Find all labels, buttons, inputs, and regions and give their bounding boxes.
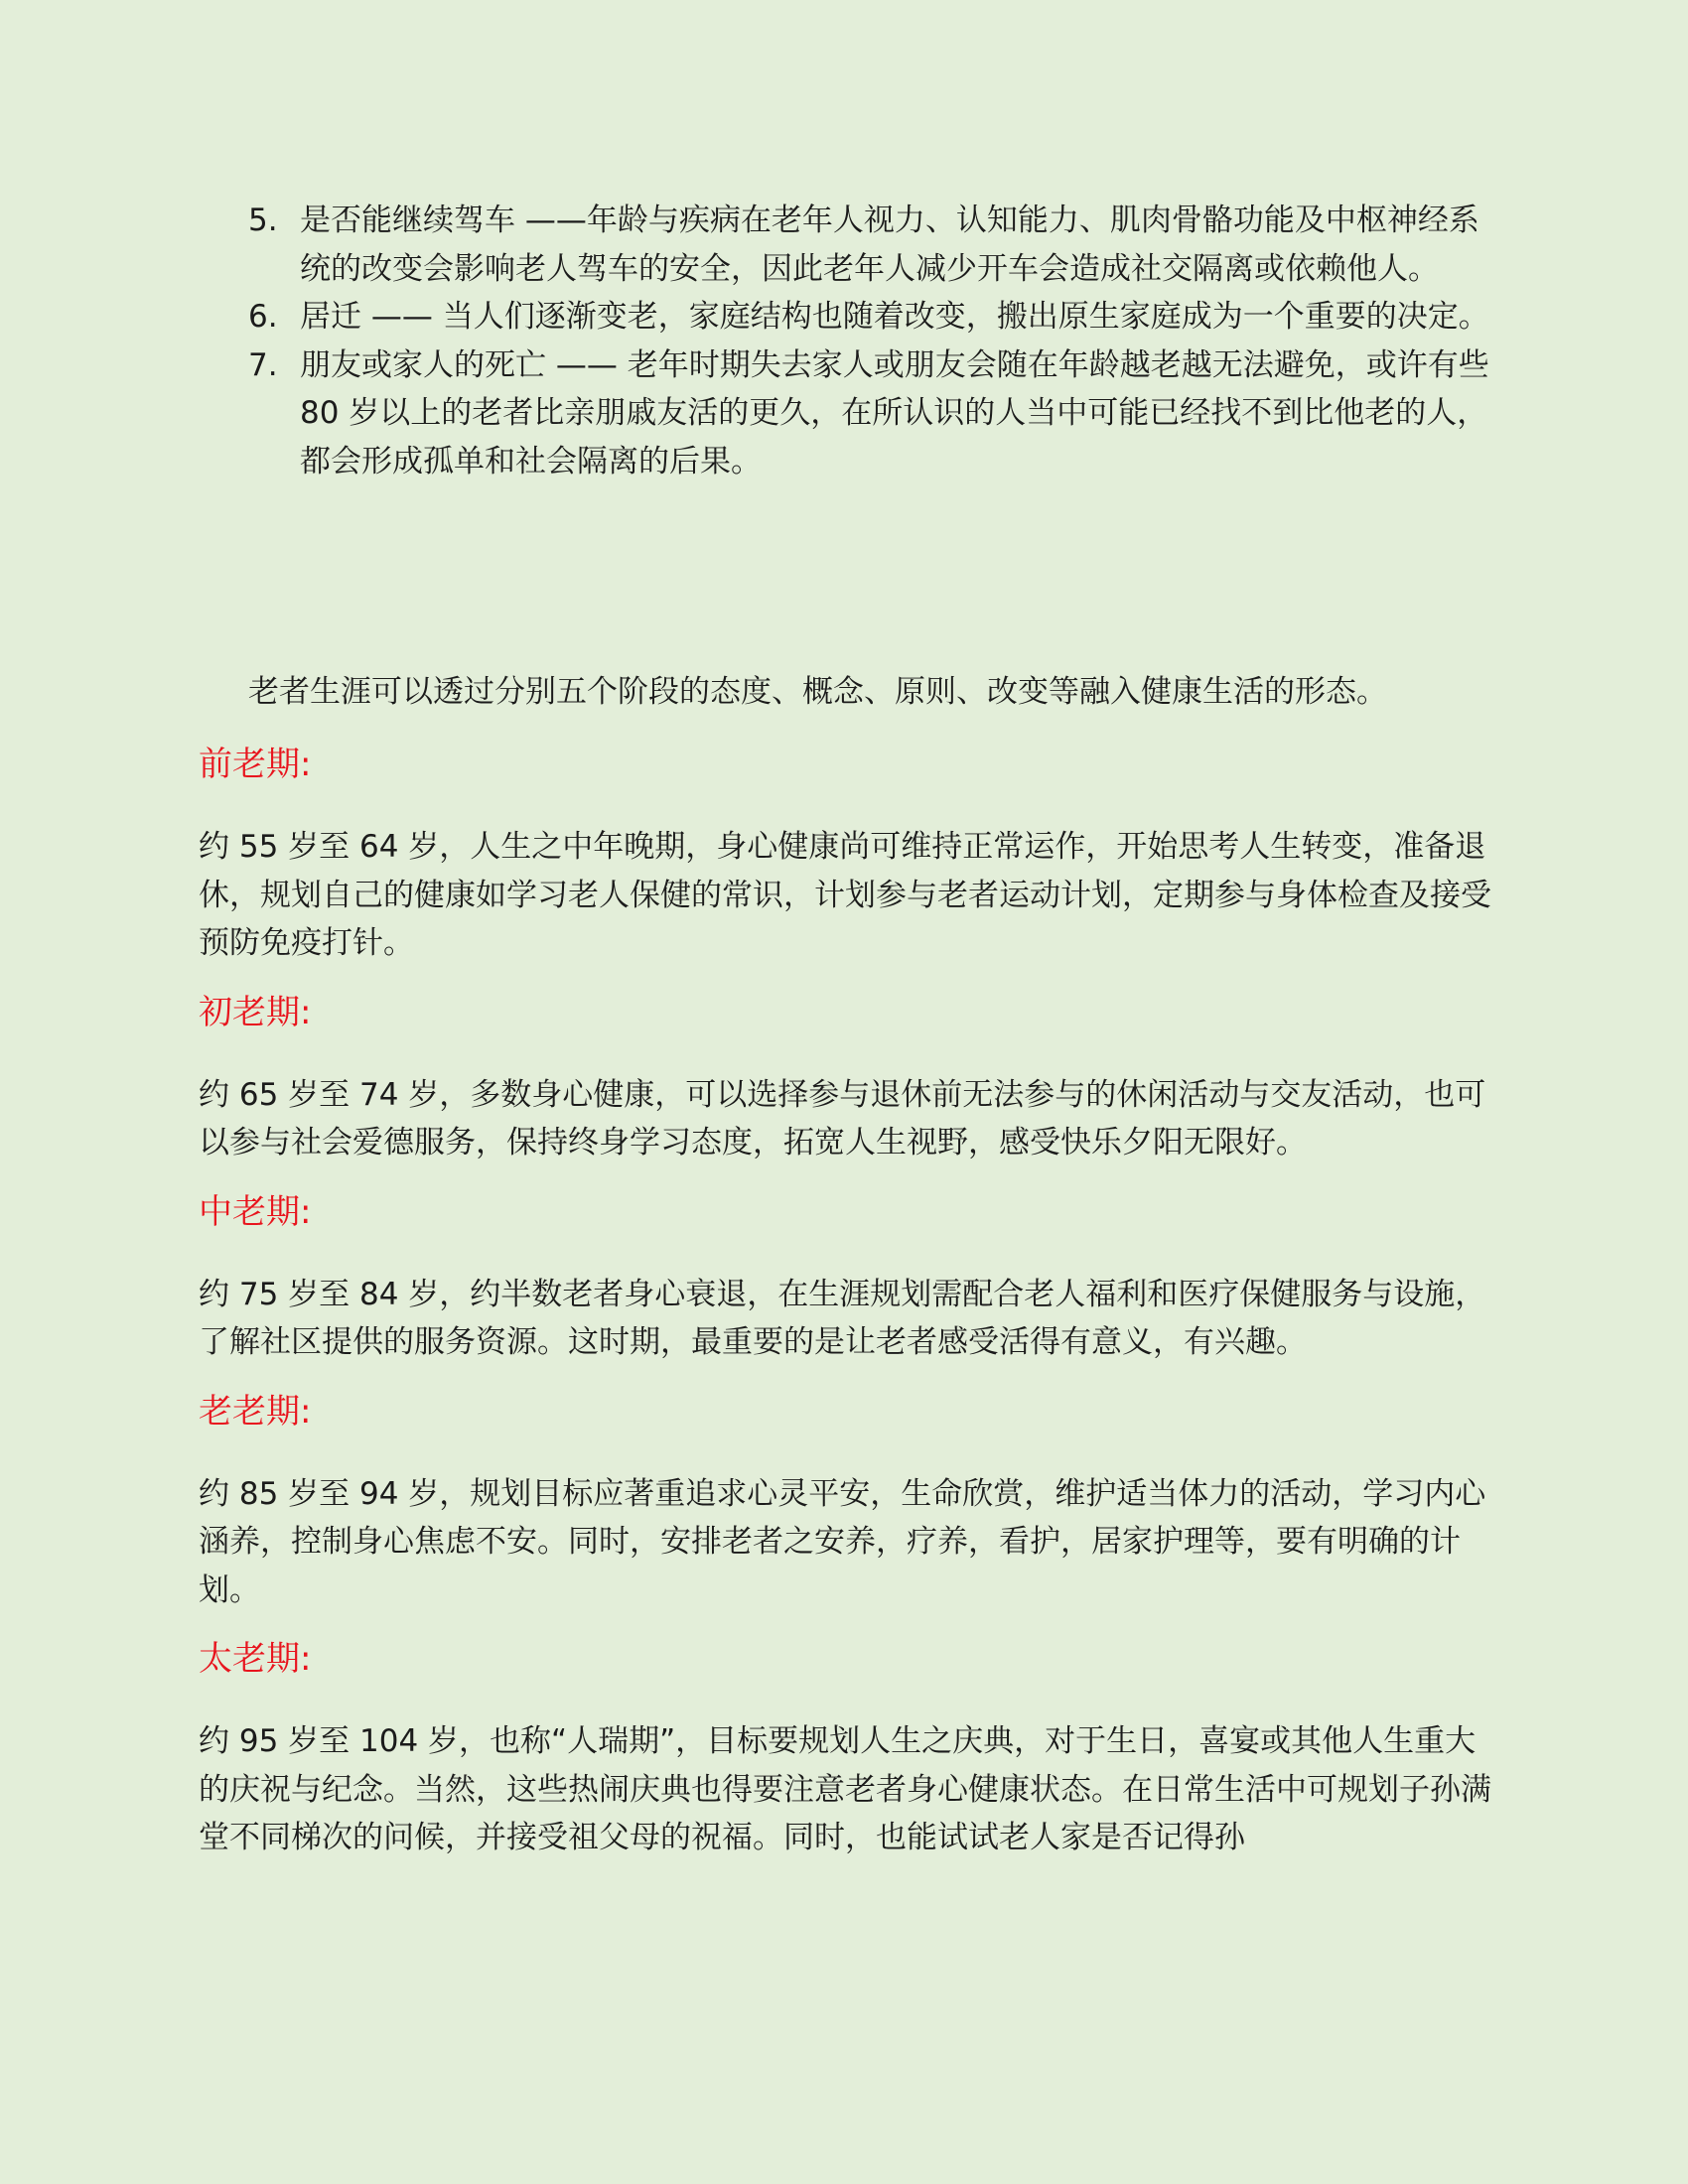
list-text: 朋友或家人的死亡 —— 老年时期失去家人或朋友会随在年龄越老越无法避免，或许有些 80 岁以上的老者比亲朋戚友活的更久，在所认识的人当中可能已经找不到比他老的人，都会形成孤单和社会隔离的后果。 bbox=[300, 346, 1489, 479]
list-number: 5. bbox=[248, 203, 278, 238]
list-item bbox=[248, 341, 1499, 486]
stage-body: 约 65 岁至 74 岁，多数身心健康，可以选择参与退休前无法参与的休闲活动与交友活动，也可以参与社会爱德服务，保持终身学习态度，拓宽人生视野，感受快乐夕阳无限好。 bbox=[199, 1076, 1486, 1160]
stage-heading: 初老期: bbox=[199, 992, 312, 1032]
stage-body: 约 85 岁至 94 岁，规划目标应著重追求心灵平安，生命欣赏，维护适当体力的活动，学习内心涵养，控制身心焦虑不安。同时，安排老者之安养，疗养，看护，居家护理等，要有明确的计划。 bbox=[199, 1475, 1486, 1608]
stage-heading: 中老期: bbox=[199, 1191, 312, 1232]
list-text: 居迁 —— 当人们逐渐变老，家庭结构也随着改变，搬出原生家庭成为一个重要的决定。 bbox=[300, 299, 1489, 335]
list-number: 6. bbox=[248, 299, 278, 335]
intro-paragraph: 老者生涯可以透过分别五个阶段的态度、概念、原则、改变等融入健康生活的形态。 bbox=[248, 674, 1387, 710]
stage-heading: 老老期: bbox=[199, 1391, 312, 1432]
list-item bbox=[248, 197, 1499, 293]
stage-body: 约 75 岁至 84 岁，约半数老者身心衰退，在生涯规划需配合老人福利和医疗保健服务与设施，了解社区提供的服务资源。这时期，最重要的是让老者感受活得有意义，有兴趣。 bbox=[199, 1276, 1486, 1360]
stages-section bbox=[199, 740, 1494, 1882]
stage-heading: 前老期: bbox=[199, 745, 312, 784]
list-text: 是否能继续驾车 ——年龄与疾病在老年人视力、认知能力、肌肉骨骼功能及中枢神经系统的改变会影响老人驾车的安全，因此老年人减少开车会造成社交隔离或依赖他人。 bbox=[300, 203, 1479, 287]
list-number: 7. bbox=[248, 346, 278, 383]
list-item bbox=[248, 293, 1499, 341]
stage-body: 约 55 岁至 64 岁，人生之中年晚期，身心健康尚可维持正常运作，开始思考人生转变，准备退休，规划自己的健康如学习老人保健的常识，计划参与老者运动计划，定期参与身体检查及接受预防免疫打针。 bbox=[199, 829, 1491, 961]
numbered-list bbox=[248, 197, 1499, 485]
stage-body: 约 95 岁至 104 岁，也称“人瑞期”，目标要规划人生之庆典，对于生日，喜宴或其他人生重大的庆祝与纪念。当然，这些热闹庆典也得要注意老者身心健康状态。在日常生活中可规划子孙满堂不同梯次的问候，并接受祖父母的祝福。同时，也能试试老人家是否记得孙 bbox=[199, 1723, 1491, 1855]
stage-heading: 太老期: bbox=[199, 1639, 312, 1679]
